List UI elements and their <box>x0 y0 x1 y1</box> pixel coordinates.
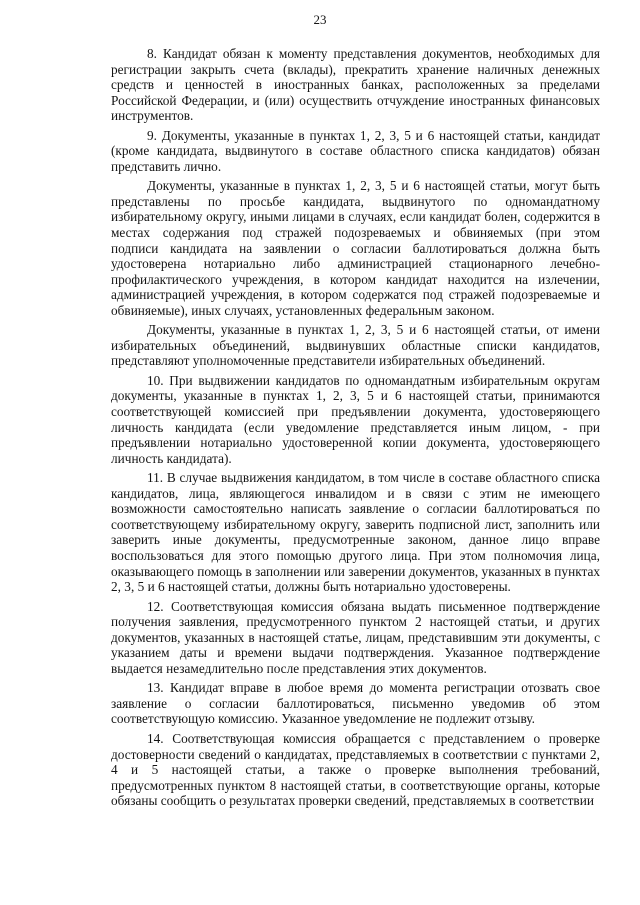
text-line: Документы, указанные в пунктах 1, 2, 3, 5 и 6 настоящей статьи, от имени <box>147 322 600 338</box>
text-line: оказывающего помощь в заполнении или заверении документов, указанных в пунктах <box>111 563 600 579</box>
text-line: Документы, указанные в пунктах 1, 2, 3, 5 и 6 настоящей статьи, могут быть <box>147 178 600 194</box>
paragraph <box>111 128 600 175</box>
paragraph <box>111 470 600 594</box>
text-line: представляют уполномоченные представители избирательных объединений. <box>111 353 546 369</box>
text-line: личность кандидата). <box>111 450 232 466</box>
paragraph <box>111 322 600 369</box>
text-line: удостоверена нотариально либо администрацией стационарного лечебно- <box>111 256 600 272</box>
text-line: местах содержания под стражей подозреваемых и обвиняемых (при этом <box>111 225 600 241</box>
text-line: избирательному округу, иными лицами в случаях, если кандидат болен, содержится в <box>111 209 600 225</box>
text-line: подписи кандидата на заявлении о согласии баллотироваться должна быть <box>111 240 600 256</box>
document-body <box>111 46 600 813</box>
text-line: заявление о согласии баллотироваться, письменно уведомив об этом <box>111 695 600 711</box>
paragraph <box>111 178 600 318</box>
paragraph <box>111 46 600 124</box>
text-line: кандидатов, лица, являющегося инвалидом и в связи с этим не имеющего <box>111 485 600 501</box>
text-line: соответствующему избирательному округу, заверить подписной лист, заполнить или <box>111 516 600 532</box>
text-line: достоверности сведений о кандидатах, представляемых в соответствии с пунктами 2, <box>111 746 600 762</box>
text-line: администрацией учреждения, в котором содержатся под стражей подозреваемые и <box>111 287 600 303</box>
text-line: соответствующую комиссию. Указанное уведомление не подлежит отзыву. <box>111 711 535 727</box>
text-line: профилактического учреждения, в котором кандидат находится на излечении, <box>111 271 600 287</box>
text-line: выдается незамедлительно после представления этих документов. <box>111 660 487 676</box>
text-line: регистрации закрыть счета (вклады), прекратить хранение наличных денежных <box>111 61 600 77</box>
paragraph <box>111 731 600 809</box>
text-line: предъявлении нотариально удостоверенной копии документа, удостоверяющего <box>111 435 600 451</box>
text-line: получения заявления, предусмотренного пунктом 2 настоящей статьи, и других <box>111 614 600 630</box>
text-line: воспользоваться для этого помощью другого лица. При этом полномочия лица, <box>111 547 600 563</box>
text-line: указанием даты и времени выдачи подтверждения. Указанное подтверждение <box>111 645 600 661</box>
text-line: 9. Документы, указанные в пунктах 1, 2, 3, 5 и 6 настоящей статьи, кандидат <box>147 127 600 143</box>
text-line: обвиняемые), иных случаях, установленных федеральным законом. <box>111 302 495 318</box>
text-line: личность кандидата (если уведомление представляется иным лицом, - при <box>111 419 600 435</box>
paragraph <box>111 680 600 727</box>
text-line: 2, 3, 5 и 6 настоящей статьи, должны быть нотариально удостоверены. <box>111 579 511 595</box>
paragraph <box>111 373 600 466</box>
text-line: 14. Соответствующая комиссия обращается с представлением о проверке <box>147 730 600 746</box>
paragraph <box>111 599 600 677</box>
text-line: Российской Федерации, и (или) осуществить отчуждение иностранных финансовых <box>111 92 600 108</box>
text-line: соответствующей комиссией при предъявлении документа, удостоверяющего <box>111 404 600 420</box>
text-line: 10. При выдвижении кандидатов по одномандатным избирательным округам <box>147 372 600 388</box>
text-line: инструментов. <box>111 108 194 124</box>
text-line: (кроме кандидата, выдвинутого в составе областного списка кандидатов) обязан <box>111 143 600 159</box>
text-line: заверить иные документы, предусмотренные законом, данное лицо вправе <box>111 532 600 548</box>
text-line: 11. В случае выдвижения кандидатом, в том числе в составе областного списка <box>147 470 600 486</box>
page-number: 23 <box>313 12 327 27</box>
text-line: представлены по просьбе кандидата, выдвинутого по одномандатному <box>111 193 600 209</box>
text-line: представить лично. <box>111 158 222 174</box>
text-line: средств и ценностей в иностранных банках, расположенных за пределами <box>111 77 600 93</box>
text-line: предусмотренных пунктом 8 настоящей статьи, в соответствующие органы, которые <box>111 777 600 793</box>
text-line: 12. Соответствующая комиссия обязана выдать письменное подтверждение <box>147 598 600 614</box>
text-line: документов, указанных в настоящей статье, лицам, представившим эти документы, с <box>111 629 600 645</box>
text-line: обязаны сообщить о результатах проверки сведений, представляемых в соответствии <box>111 793 594 809</box>
text-line: документы, указанные в пунктах 1, 2, 3, 5 и 6 настоящей статьи, принимаются <box>111 388 600 404</box>
text-line: 8. Кандидат обязан к моменту представления документов, необходимых для <box>147 46 600 61</box>
text-line: 13. Кандидат вправе в любое время до момента регистрации отозвать свое <box>147 680 600 696</box>
text-line: 4 и 5 настоящей статьи, а также о проверке выполнения требований, <box>111 762 600 778</box>
text-line: избирательных объединений, выдвинувших областные списки кандидатов, <box>111 337 600 353</box>
text-line: возможности самостоятельно написать заявление о согласии баллотироваться по <box>111 501 600 517</box>
